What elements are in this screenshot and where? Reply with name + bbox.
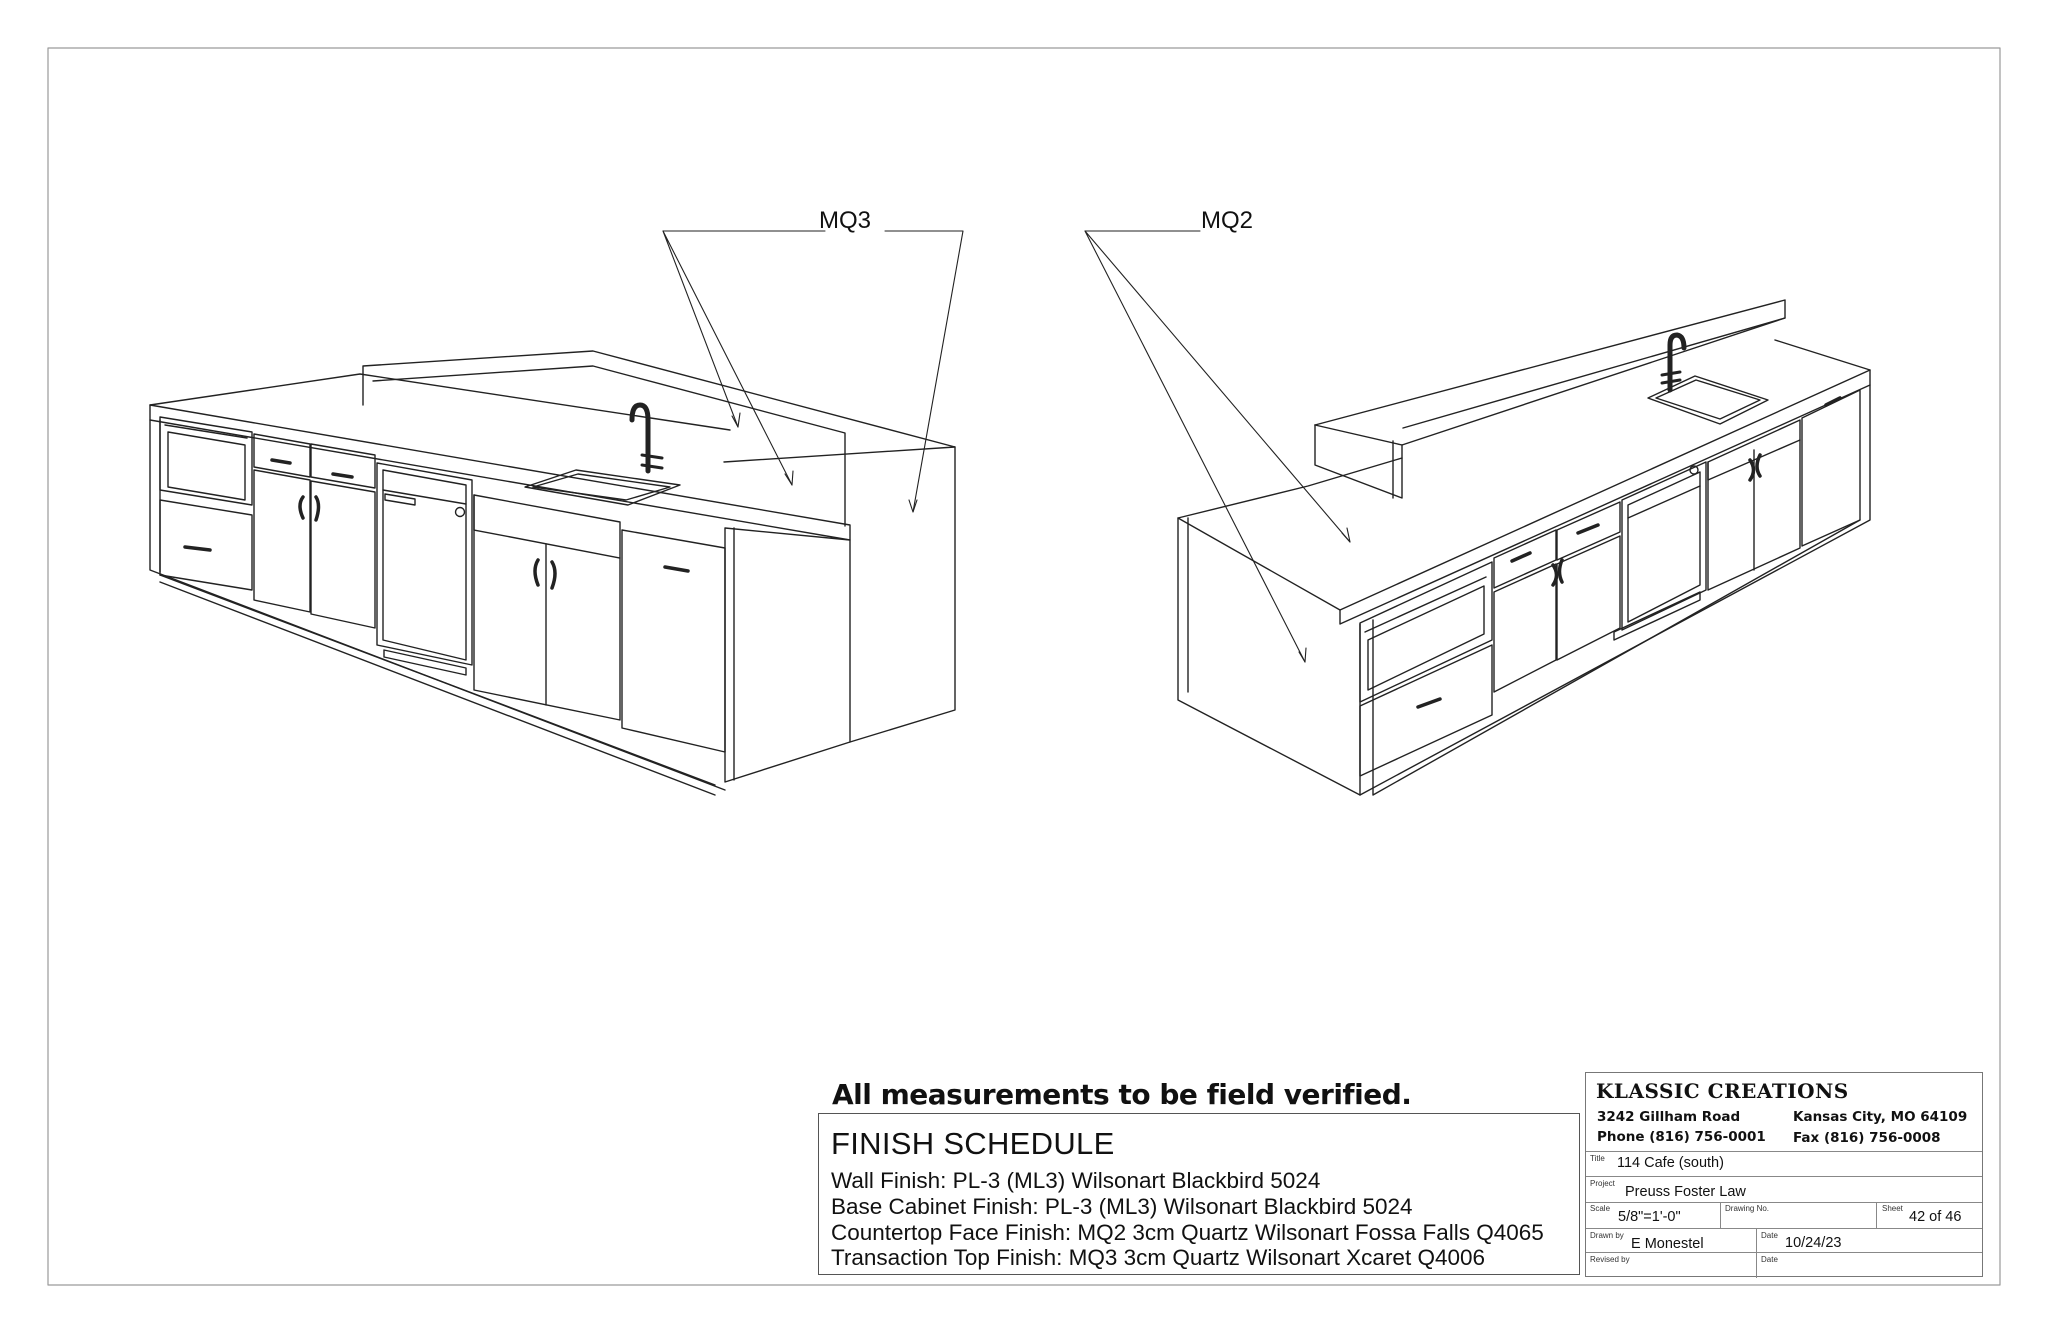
drawing-no-caption: Drawing No. <box>1725 1204 1770 1213</box>
title-block <box>1585 1072 1983 1277</box>
finish-line-base-cabinet: Base Cabinet Finish: PL-3 (ML3) Wilsonart Blackbird 5024 <box>831 1194 1413 1219</box>
field-verified-note: All measurements to be field verified. <box>832 1078 1412 1111</box>
finish-line-countertop-face: Countertop Face Finish: MQ2 3cm Quartz Wilsonart Fossa Falls Q4065 <box>831 1220 1544 1245</box>
mq3-callout: MQ3 <box>819 207 872 234</box>
project-name: Preuss Foster Law <box>1625 1184 1746 1200</box>
drawn-by-caption: Drawn by <box>1590 1231 1624 1240</box>
sheet-caption: Sheet <box>1882 1204 1903 1213</box>
date-caption: Date <box>1761 1231 1778 1240</box>
company-fax: Fax (816) 756-0008 <box>1793 1130 1941 1146</box>
project-caption: Project <box>1590 1179 1615 1188</box>
drawing-title: 114 Cafe (south) <box>1617 1155 1724 1171</box>
left-cabinet-view <box>150 351 955 795</box>
scale-value: 5/8"=1'-0" <box>1618 1209 1681 1225</box>
finish-line-wall: Wall Finish: PL-3 (ML3) Wilsonart Blackbird 5024 <box>831 1168 1321 1193</box>
revised-by-caption: Revised by <box>1590 1255 1630 1264</box>
finish-line-transaction-top: Transaction Top Finish: MQ3 3cm Quartz Wilsonart Xcaret Q4006 <box>831 1245 1486 1270</box>
company-address: 3242 Gillham Road <box>1597 1109 1741 1125</box>
finish-schedule <box>818 1113 1580 1275</box>
mq3-leader-lines <box>663 231 963 512</box>
mq2-leader-lines <box>1085 231 1350 662</box>
company-name: KLASSIC CREATIONS <box>1596 1079 1849 1103</box>
right-cabinet-view <box>1178 300 1870 795</box>
company-city: Kansas City, MO 64109 <box>1793 1109 1968 1125</box>
revised-date-caption: Date <box>1761 1255 1778 1264</box>
drawn-by-value: E Monestel <box>1631 1236 1704 1252</box>
sheet-number: 42 of 46 <box>1909 1209 1962 1225</box>
left-faucet <box>632 405 648 471</box>
mq2-callout: MQ2 <box>1201 207 1254 234</box>
finish-schedule-title: FINISH SCHEDULE <box>831 1126 1115 1161</box>
scale-caption: Scale <box>1590 1204 1611 1213</box>
date-value: 10/24/23 <box>1785 1235 1842 1251</box>
right-handles <box>1418 398 1840 707</box>
company-phone: Phone (816) 756-0001 <box>1597 1129 1766 1145</box>
title-caption: Title <box>1590 1154 1605 1163</box>
